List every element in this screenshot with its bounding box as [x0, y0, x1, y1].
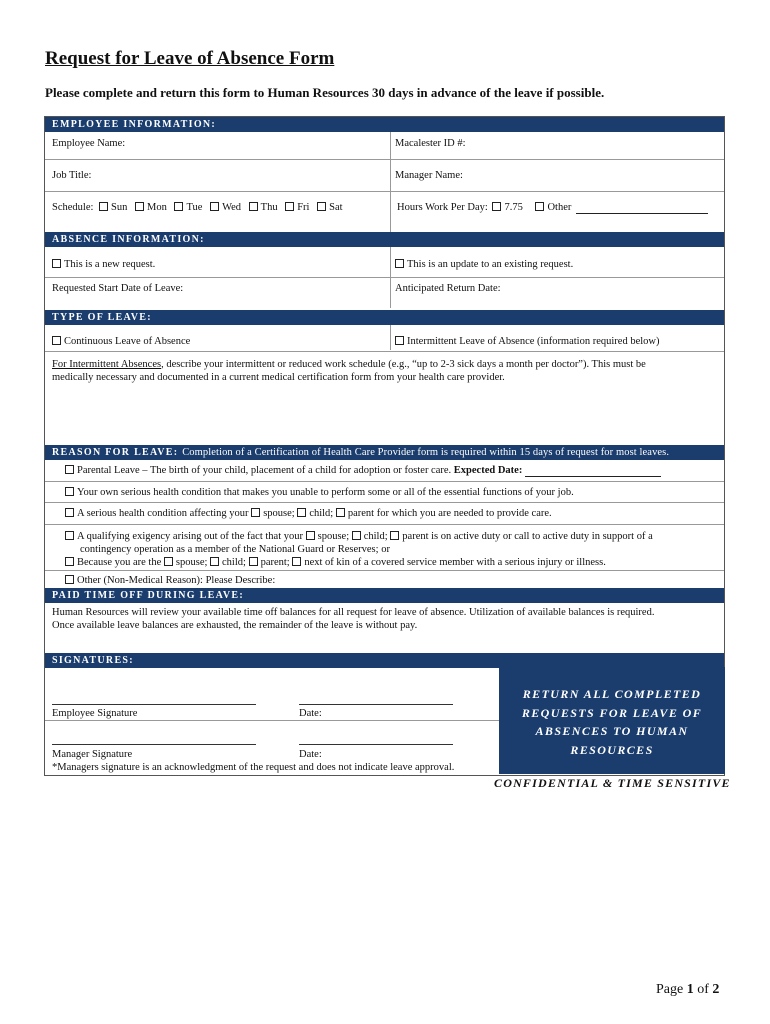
continuous-label: Continuous Leave of Absence [64, 336, 191, 347]
divider [45, 191, 724, 192]
exigency-suffix-label: parent is on active duty or call to active duty in support of a [402, 531, 653, 542]
update-request-label: This is an update to an existing request. [407, 259, 574, 270]
checkbox-parental[interactable] [65, 465, 74, 474]
return-line3: ABSENCES TO HUMAN [535, 724, 689, 738]
employee-signature-label: Employee Signature [52, 708, 138, 719]
reason-for-leave-header [45, 445, 724, 460]
manager-date-label: Date: [299, 749, 322, 760]
checkbox-other-reason[interactable] [65, 575, 74, 584]
new-request-label: This is a new request. [64, 259, 156, 270]
intermittent-label: Intermittent Leave of Absence (information required below) [407, 336, 660, 347]
checkbox-exigency-spouse[interactable] [306, 531, 315, 540]
checkbox-sat[interactable] [317, 202, 326, 211]
page-prefix: Page [656, 982, 684, 997]
manager-date-line[interactable] [299, 744, 453, 745]
absence-info-header: ABSENCE INFORMATION: [45, 232, 724, 247]
intermittent-description-area[interactable] [52, 387, 716, 442]
intermittent-leave-option[interactable] [395, 335, 660, 348]
family-health-option[interactable] [65, 507, 552, 520]
job-title-label: Job Title: [52, 170, 92, 181]
child-label: child; [309, 508, 334, 519]
signatures-header: SIGNATURES: [45, 653, 724, 668]
return-instructions-box [499, 667, 725, 774]
type-of-leave-header: TYPE OF LEAVE: [45, 310, 724, 325]
other-reason-option[interactable] [65, 574, 275, 587]
day-label: Sat [329, 202, 343, 213]
start-date-label: Requested Start Date of Leave: [52, 283, 184, 294]
confidential-label: CONFIDENTIAL & TIME SENSITIVE [494, 776, 731, 790]
checkbox-hours-other[interactable] [535, 202, 544, 211]
hours-row [397, 201, 708, 214]
checkbox-exigency-child[interactable] [352, 531, 361, 540]
divider [45, 524, 724, 525]
page-current: 1 [686, 982, 694, 997]
intermittent-desc-line1: , describe your intermittent or reduced work schedule (e.g., “up to 2-3 sick days a month per doctor”). This must be [161, 359, 646, 370]
employee-date-label: Date: [299, 708, 322, 719]
schedule-row [52, 201, 343, 214]
employee-name-label: Employee Name: [52, 138, 126, 149]
hours-option-label: 7.75 [504, 202, 523, 213]
form-title: Request for Leave of Absence Form [45, 48, 335, 69]
spouse-label: spouse; [317, 531, 350, 542]
new-request-option[interactable] [52, 258, 155, 271]
manager-name-label: Manager Name: [395, 170, 463, 181]
hours-other-label: Other [547, 202, 572, 213]
pto-header: PAID TIME OFF DURING LEAVE: [45, 588, 724, 603]
because-prefix-label: Because you are the [77, 557, 162, 568]
pto-text-line2: Once available leave balances are exhausted, the remainder of the leave is without pay. [52, 620, 418, 631]
hours-other-field[interactable] [576, 213, 708, 214]
checkbox-exigency[interactable] [65, 531, 74, 540]
checkbox-new-request[interactable] [52, 259, 61, 268]
manager-signature-line[interactable] [52, 744, 256, 745]
checkbox-wed[interactable] [210, 202, 219, 211]
checkbox-fri[interactable] [285, 202, 294, 211]
checkbox-family-spouse[interactable] [251, 508, 260, 517]
checkbox-family-health[interactable] [65, 508, 74, 517]
expected-date-field[interactable] [525, 476, 661, 477]
day-label: Mon [147, 202, 167, 213]
employee-date-line[interactable] [299, 704, 453, 705]
checkbox-exigency-parent[interactable] [390, 531, 399, 540]
divider [390, 132, 391, 238]
manager-signature-note: *Managers signature is an acknowledgment of the request and does not indicate leave approval. [52, 762, 455, 773]
checkbox-continuous[interactable] [52, 336, 61, 345]
checkbox-covered-member[interactable] [65, 557, 74, 566]
because-suffix-label: next of kin of a covered service member with a serious injury or illness. [304, 557, 606, 568]
exigency-prefix-label: A qualifying exigency arising out of the fact that your [77, 531, 303, 542]
divider [45, 159, 724, 160]
reason-header-note: Completion of a Certification of Health Care Provider form is required within 15 days of request for most leaves. [182, 447, 670, 458]
update-request-option[interactable] [395, 258, 573, 271]
intermittent-desc-line2: medically necessary and documented in a current medical certification form from your health care provider. [52, 372, 505, 383]
spouse-label: spouse; [175, 557, 208, 568]
checkbox-mon[interactable] [135, 202, 144, 211]
divider [45, 481, 724, 482]
spouse-label: spouse; [263, 508, 295, 519]
employee-signature-line[interactable] [52, 704, 256, 705]
divider [45, 720, 499, 721]
return-date-label: Anticipated Return Date: [395, 283, 501, 294]
exigency-option[interactable] [65, 530, 653, 543]
expected-date-label: Expected Date [453, 465, 519, 476]
pto-text-line1: Human Resources will review your available time off balances for all request for leave of absence. Utilization of available balances is required. [52, 607, 655, 618]
return-line1: RETURN ALL COMPLETED [522, 687, 702, 701]
day-label: Tue [186, 202, 203, 213]
schedule-label: Schedule: [52, 202, 94, 213]
checkbox-sun[interactable] [99, 202, 108, 211]
exigency-line2: contingency operation as a member of the National Guard or Reserves; or [80, 544, 390, 555]
day-label: Sun [111, 202, 128, 213]
intermittent-heading: For Intermittent Absences [52, 359, 162, 370]
manager-signature-label: Manager Signature [52, 749, 133, 760]
child-label: child; [222, 557, 246, 568]
parent-label: parent; [260, 557, 290, 568]
own-health-option[interactable] [65, 486, 574, 499]
macalester-id-label: Macalester ID #: [395, 138, 466, 149]
page-total: 2 [712, 982, 720, 997]
checkbox-covered-child[interactable] [210, 557, 219, 566]
return-line4: RESOURCES [570, 742, 654, 757]
checkbox-thu[interactable] [249, 202, 258, 211]
checkbox-covered-spouse[interactable] [164, 557, 173, 566]
parental-label: Parental Leave – The birth of your child, placement of a child for adoption or foster care. [77, 465, 452, 476]
family-suffix-label: parent for which you are needed to provide care. [347, 508, 552, 519]
own-health-label: Your own serious health condition that makes you unable to perform some or all of the essential functions of your job. [77, 487, 574, 498]
day-label: Wed [222, 202, 242, 213]
checkbox-tue[interactable] [174, 202, 183, 211]
child-label: child; [363, 531, 388, 542]
form-subtitle: Please complete and return this form to Human Resources 30 days in advance of the leave if possible. [45, 85, 605, 100]
divider [390, 325, 391, 350]
checkbox-own-health[interactable] [65, 487, 74, 496]
checkbox-hours-775[interactable] [492, 202, 501, 211]
family-prefix-label: A serious health condition affecting your [77, 508, 249, 519]
divider [45, 277, 724, 278]
page-of: of [697, 982, 709, 997]
parental-leave-option[interactable]: Parental Leave – The birth of your child, placement of a child for adoption or foster care. Expected Date: [65, 464, 661, 477]
reason-header-label: REASON FOR LEAVE: [52, 447, 179, 458]
employee-info-header: EMPLOYEE INFORMATION: [45, 117, 724, 132]
divider [45, 570, 724, 571]
divider [45, 502, 724, 503]
page-number [656, 982, 719, 998]
continuous-leave-option[interactable] [52, 335, 190, 348]
checkbox-intermittent[interactable] [395, 336, 404, 345]
return-line2: REQUESTS FOR LEAVE OF [521, 705, 703, 720]
divider [45, 351, 724, 352]
checkbox-update-request[interactable] [395, 259, 404, 268]
intermittent-description [52, 358, 646, 371]
hours-label: Hours Work Per Day: [397, 202, 488, 213]
covered-member-option[interactable] [65, 556, 606, 569]
other-reason-label: Other (Non-Medical Reason): Please Describe: [77, 575, 276, 586]
day-label: Fri [297, 202, 310, 213]
checkbox-covered-parent[interactable] [249, 557, 258, 566]
day-label: Thu [260, 202, 278, 213]
checkbox-covered-nextofkin[interactable] [292, 557, 301, 566]
checkbox-family-parent[interactable] [336, 508, 345, 517]
checkbox-family-child[interactable] [297, 508, 306, 517]
